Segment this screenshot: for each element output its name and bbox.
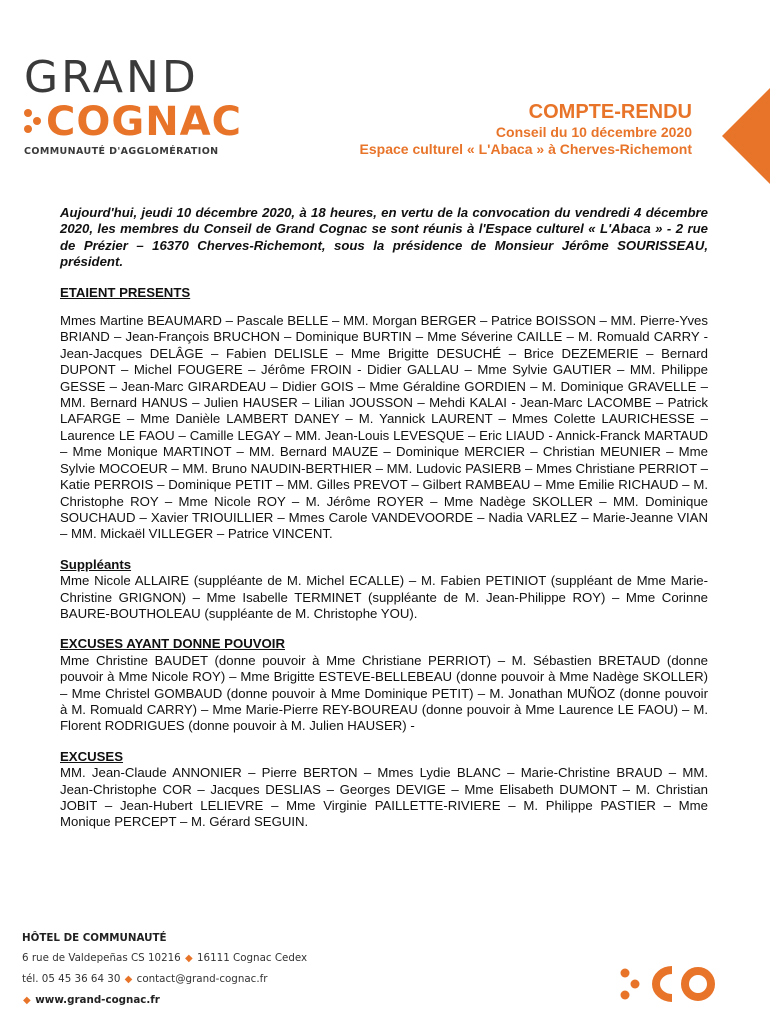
logo-grand-text: GRAND [24, 52, 199, 103]
section-body-excuses-pouvoir: Mme Christine BAUDET (donne pouvoir à Mme Christiane PERRIOT) – M. Sébastien BRETAUD (donne pouvoir à Mme Nicole ROY) – Mme Brigitte ESTEVE-BELLEBEAU (donne pouvoir à Mme Nadège SKOLLER) – Mme Christel GOMBAUD (donne pouvoir à Mme Dominique PETIT) – M. Jonathan MUÑOZ (donne pouvoir à M. Romuald CARRY) – Mme Marie-Pierre REY-BOUREAU (donne pouvoir à Mme Laurence LE FAOU) – M. Florent RODRIGUES (donne pouvoir à M. Julien HAUSER) - [60, 652, 708, 734]
council-venue: Espace culturel « L'Abaca » à Cherves-Richemont [359, 141, 692, 157]
logo-cognac-text: COGNAC [46, 99, 242, 145]
document-title: COMPTE-RENDU [528, 101, 692, 123]
footer-address [22, 948, 362, 969]
document-body [60, 205, 708, 845]
section-title-suppleants: Suppléants [60, 556, 132, 572]
diamond-icon: ◆ [185, 953, 193, 964]
grand-cognac-logo [24, 52, 254, 157]
footer-title: HÔTEL DE COMMUNAUTÉ [22, 932, 167, 944]
logo-cognac-row [24, 99, 254, 145]
section-body-suppleants: Mme Nicole ALLAIRE (suppléante de M. Michel ECALLE) – M. Fabien PETINIOT (suppléant de Mme Marie-Christine GRIGNON) – Mme Isabelle TERMINET (suppléante de M. Jean-Philippe ROY) – Mme Corinne BAURE-BOUTHOLEAU (suppléante de M. Christophe YOU). [60, 573, 708, 621]
footer-address-street: 6 rue de Valdepeñas CS 10216 [22, 952, 181, 964]
corner-triangle-decoration [720, 88, 770, 184]
diamond-icon: ◆ [23, 995, 31, 1006]
footer-website-link[interactable]: www.grand-cognac.fr [35, 994, 160, 1006]
footer-address-city: 16111 Cognac Cedex [197, 952, 308, 964]
diamond-icon: ◆ [124, 974, 133, 985]
section-body-presents: Mmes Martine BEAUMARD – Pascale BELLE – MM. Morgan BERGER – Patrice BOISSON – MM. Pierre-Yves BRIAND – Jean-François BRUCHON – Dominique BURTIN – Mme Séverine CAILLE – M. Romuald CARRY - Jean-Jacques DELÂGE – Fabien DELISLE – Mme Brigitte DESUCHÉ – Brice DEZEMERIE – Bernard DUPONT – Michel FOUGERE – Jérôme FROIN - Didier GALLAU – Mme Sylvie GAUTIER – MM. Philippe GESSE – Jean-Marc GIRARDEAU – Didier GOIS – Mme Géraldine GORDIEN – M. Dominique GRAVELLE – MM. Bernard HANUS – Julien HAUSER – Lilian JOUSSON – Mehdi KALAI - Jean-Marc LACOMBE – Patrick LAFARGE – Mme Danièle LAMBERT DANEY – M. Yannick LAURENT – Mmes Colette LAURICHESSE –Laurence LE FAOU – Camille LEGAY – MM. Jean-Louis LEVESQUE – Eric LIAUD - Annick-Franck MARTAUD – Mme Monique MARTINOT – MM. Bernard MAUZE – Dominique MERCIER – Christian MEUNIER – Mme Sylvie MOCOEUR – MM. Bruno NAUDIN-BERTHIER – MM. Ludovic PASIERB – Mmes Christiane PERRIOT – Katie PERROIS – Dominique PETIT – MM. Gilles PREVOT – Gilbert RAMBEAU – Mme Emilie RICHAUD – M. Christophe ROY – Mme Nicole ROY – M. Jérôme ROYER – Mme Nadège SKOLLER – MM. Dominique SOUCHAUD – Xavier TRIOUILLIER – Mmes Carole VANDEVOORDE – Nadia VARLEZ – Marie-Jeanne VIAN – MM. Mickaël VILLEGER – Patrice VINCENT. [60, 313, 708, 542]
logo-subtitle: COMMUNAUTÉ D'AGGLOMÉRATION [24, 146, 219, 157]
intro-paragraph: Aujourd'hui, jeudi 10 décembre 2020, à 18 heures, en vertu de la convocation du vendredi 4 décembre 2020, les membres du Conseil de Grand Cognac se sont réunis à l'Espace culturel « L'Abaca » - 2 rue de Prézier – 16370 Cherves-Richemont, sous la présidence de Monsieur Jérôme SOURISSEAU, président. [60, 205, 708, 270]
section-title-presents: ETAIENT PRESENTS [60, 284, 191, 300]
footer-website[interactable] [22, 990, 362, 1011]
section-title-excuses-pouvoir: EXCUSES AYANT DONNE POUVOIR [60, 636, 285, 652]
council-date: Conseil du 10 décembre 2020 [495, 124, 692, 140]
logo-dots-icon [24, 107, 42, 137]
footer-email[interactable]: contact@grand-cognac.fr [136, 973, 268, 985]
section-title-excuses: EXCUSES [60, 748, 124, 764]
footer-phone: tél. 05 45 36 64 30 [22, 973, 121, 985]
footer-brand-mark-icon [620, 964, 720, 1004]
footer-contact [22, 928, 362, 1011]
section-body-excuses: MM. Jean-Claude ANNONIER – Pierre BERTON – Mmes Lydie BLANC – Marie-Christine BRAUD – MM. Jean-Christophe COR – Jacques DESLIAS – Georges DEVIGE – Mme Elisabeth DUMONT – M. Christian JOBIT – Jean-Hubert LELIEVRE – Mme Virginie PAILLETTE-RIVIERE – M. Philippe PASTIER – Mme Monique PERCEPT – M. Gérard SEGUIN. [60, 765, 708, 830]
footer-contact-line [22, 969, 362, 990]
document-header [360, 100, 692, 158]
